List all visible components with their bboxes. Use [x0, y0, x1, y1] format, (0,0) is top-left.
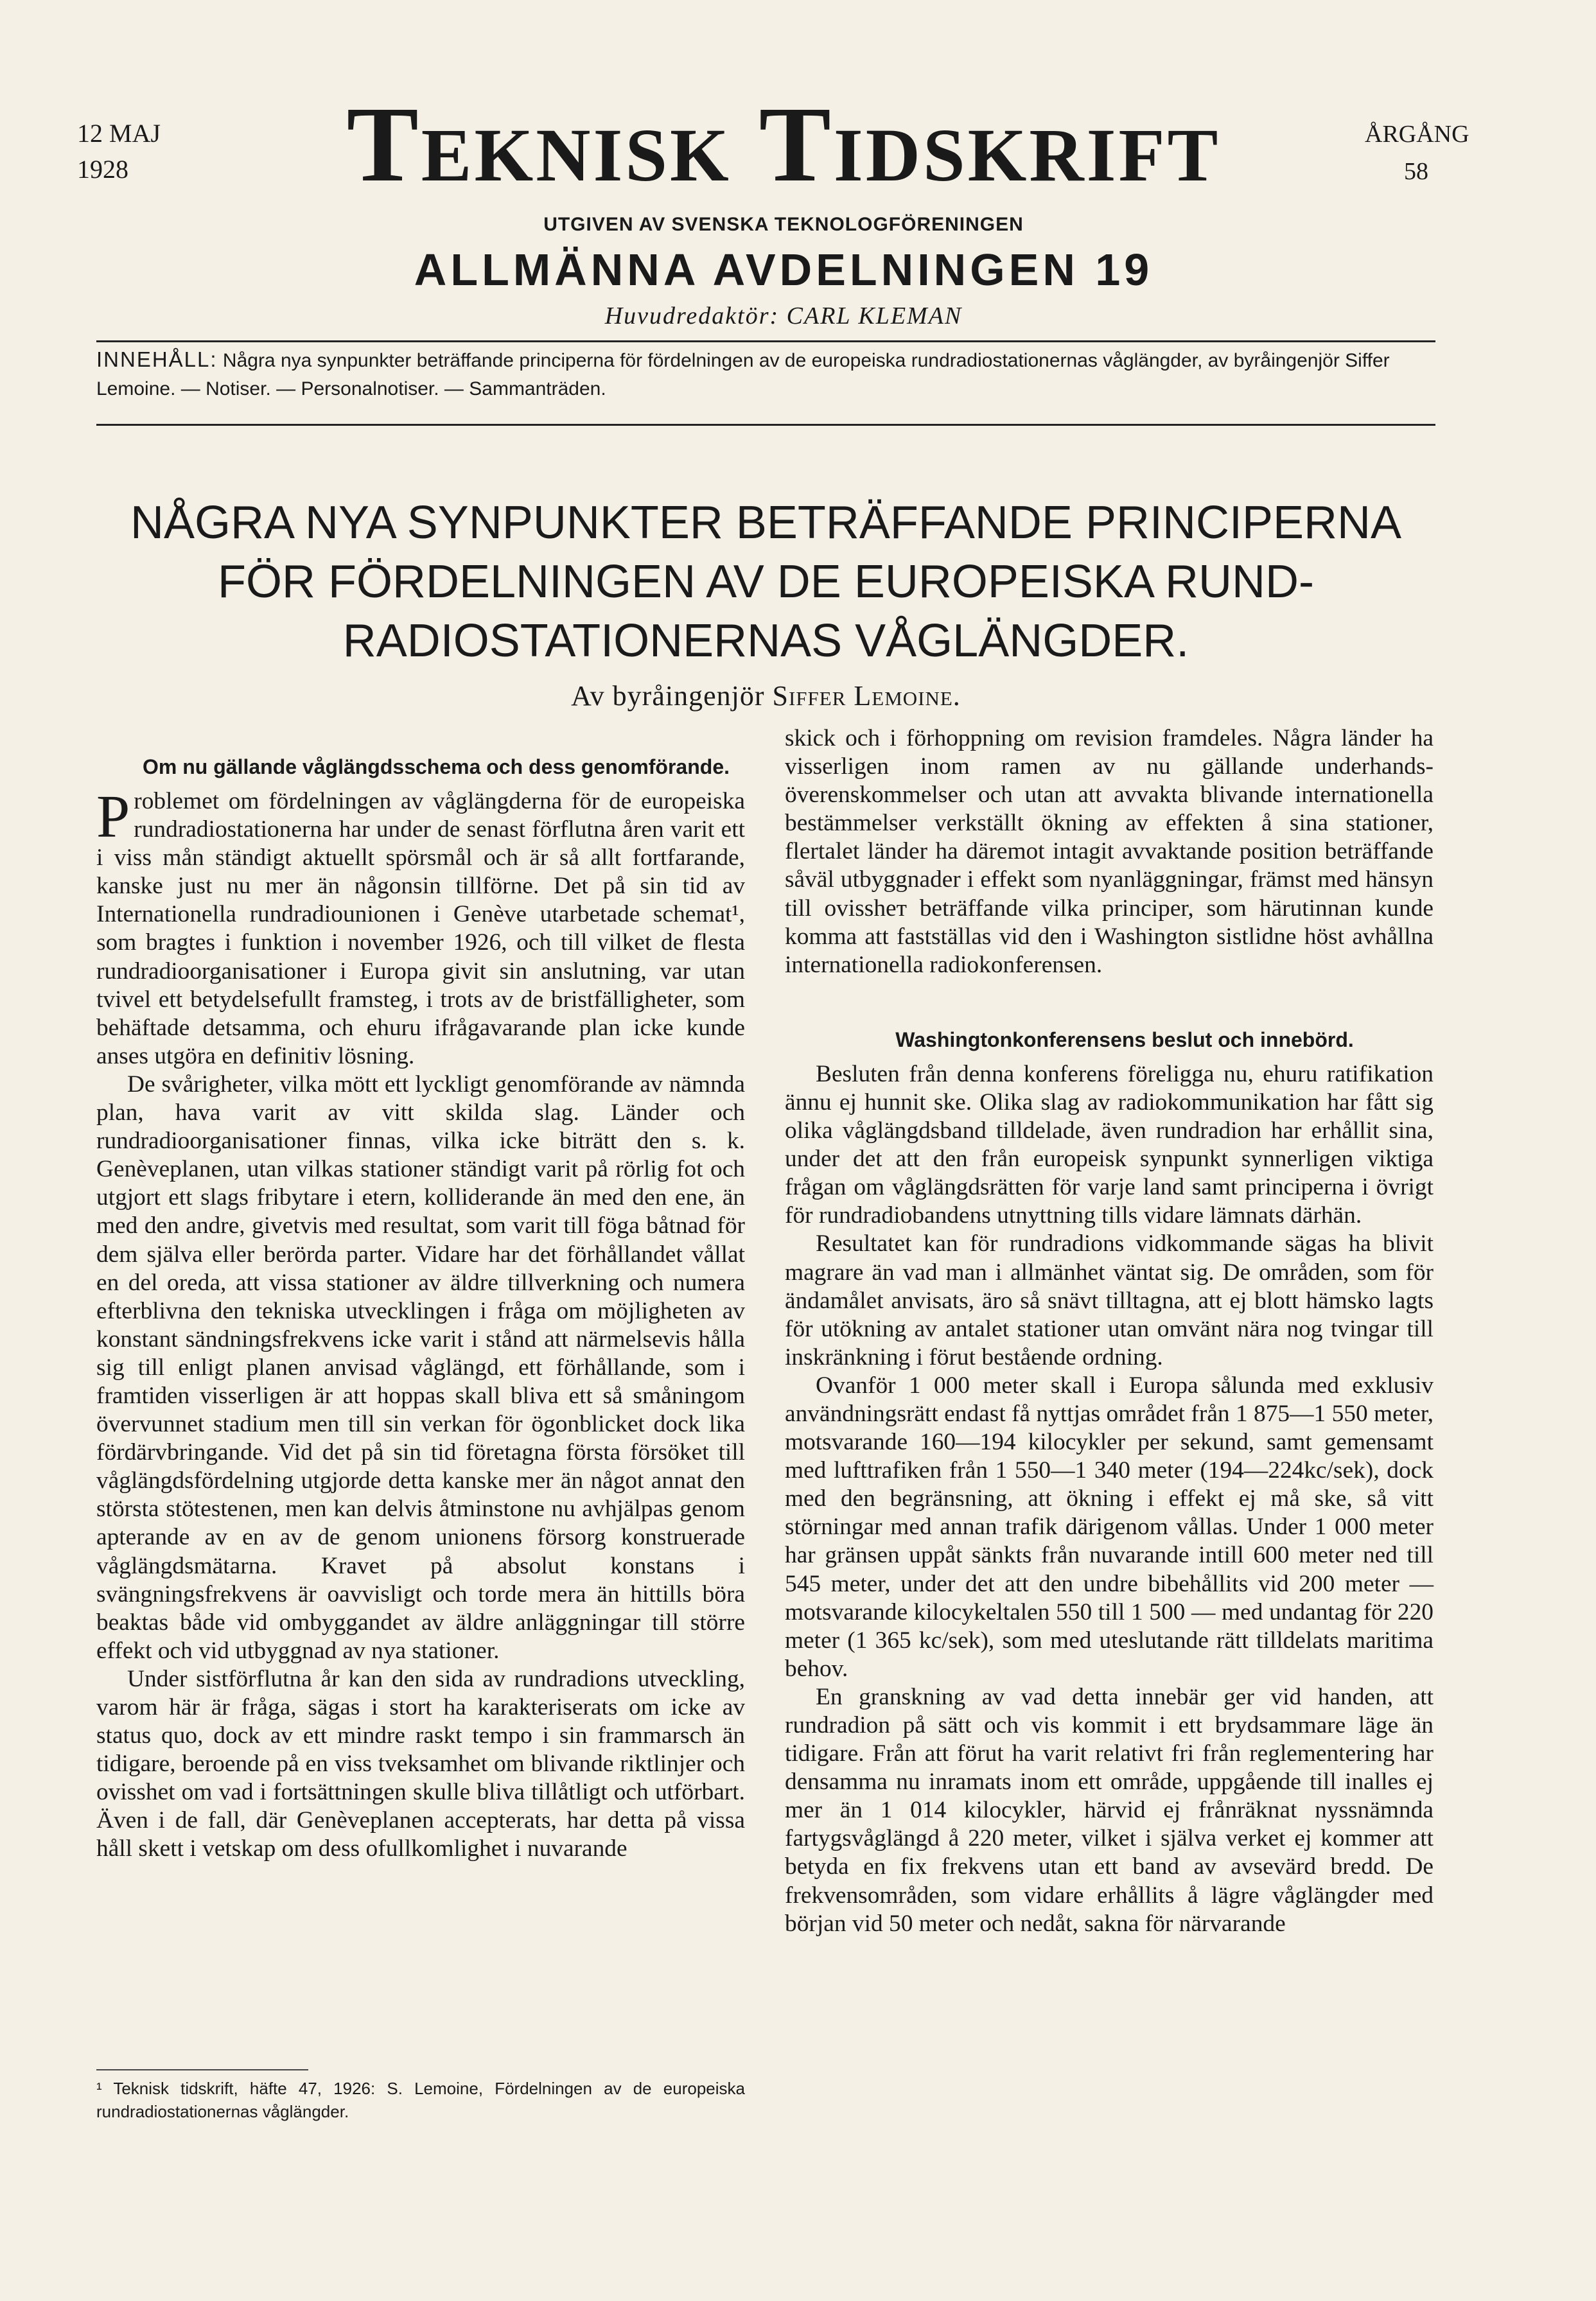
paragraph: skick och i förhoppning om revision framdeles. Några länder ha visserligen inom ramen av nu gällande underhands-överenskommelser och utan att avvakta blivande internationella bestämmelser verkställt ökning av effekten å sina stationer, flertalet länder ha däremot intagit avvaktande position beträffande såväl utbyggnader i effekt som nyanläggningar, främst med hänsyn till ovissheт beträffande vilka principer, som härutinnan kunde komma att fastställas vid den i Washington sistlidne höst avhållna internationella radiokonferensen.	[785, 725, 1434, 978]
masthead	[0, 0, 1596, 360]
section-name: ALLMÄNNA AVDELNINGEN 19	[414, 245, 1153, 295]
drop-cap: P	[96, 783, 130, 850]
paragraph: Problemet om fördelningen av våglängderna för de europeiska rundradiostationerna har under de senast förflutna åren varit ett i viss mån ständigt aktuellt spörsmål och är så allt fortfarande, kanske just nu mer än någonsin tillförne. Det på sin tid av Internationella rundradiounionen i Genève utarbetade schemat¹, som bragtes i funktion i november 1926, och till vilket de flesta rundradioorganisationer i Europa givit sin anslutning, var utan tvivel ett betydelsefullt framsteg, i trots av de bristfälligheter, som behäftade detsamma, och ehuru ifrågavarande plan icke kunde anses utgöra en definitiv lösning.	[96, 783, 745, 1069]
footnote-divider	[96, 2069, 308, 2070]
footnote: ¹ Teknisk tidskrift, häfte 47, 1926: S. Lemoine, Fördelningen av de europeiska rundradiostationernas våglängder.	[96, 2079, 745, 2121]
right-column	[785, 724, 1434, 1938]
paragraph: Under sistförflutna år kan den sida av rundradions utveckling, varom här är fråga, sägas i stort ha karakteriserats om icke av status quo, dock av ett mindre raskt tempo i sin frammarsch än tidigare, beroende på en viss tveksamhet om blivande riktlinjer och ovisshet om vad i fortsättningen skulle bliva tillåtligt och utförbart. Även i de fall, där Genèveplanen accepterats, har detta på vissa håll skett i vetskap om dess ofullkomlighet i nuvarande	[96, 1665, 745, 1862]
volume	[1365, 116, 1468, 190]
paragraph: Resultatet kan för rundradions vidkommande sägas ha blivit magrare än vad man i allmänhet väntat sig. De områden, som för ändamålet anvisats, äro så snävt tilltagna, att ej blott hämsko lagts för utökning av antalet stationer utan omvänt nära nog tvingar till inskränkning i förut bestående ordning.	[785, 1230, 1434, 1370]
editor: Huvudredaktör: CARL KLEMAN	[604, 302, 963, 329]
paragraph: Besluten från denna konferens föreligga nu, ehuru ratifikation ännu ej hunnit ske. Olika slag av radiokommunikation har fått sig olika våglängdsband tilldelade, även rundradion har erhållit sina, under det att den från europeisk synpunkt synnerligen viktiga frågan om våglängdsrätten för varje land samt principerna i övrigt för rundradiobandens utnyttning tills vidare lämnats därhän.	[785, 1060, 1434, 1229]
contents-label: INNEHÅLL:	[96, 347, 218, 371]
volume-number: 58	[1404, 158, 1428, 185]
volume-label: ÅRGÅNG	[1365, 121, 1469, 148]
section-heading: Om nu gällande våglängdsschema och dess genomförande.	[143, 755, 730, 778]
left-column	[96, 724, 745, 1864]
author: Siffer Lemoine.	[772, 680, 961, 712]
table-of-contents	[96, 346, 1435, 403]
paragraph: De svårigheter, vilka mött ett lyckligt genomförande av nämnda plan, hava varit av vitt skilda slag. Länder och rundradioorganisationer finnas, vilka icke biträtt den s. k. Genèveplanen, utan vilkas stationer ständigt varit på rörlig fot och utgjort ett slags fribytare i etern, kolliderande än med den ene, än med den andre, givetvis med resultat, som varit till föga båtnad för dem själva eller berörda parter. Vidare har det förhållandet vållat en del oreda, att vissa stationer av äldre tillverkning och numera efterblivna den tekniska utvecklingen i fråga om möjligheten av konstant sändningsfrekvens icke varit i stånd att närmelsevis hålla sig till enligt planen anvisad våglängd, ett förhållande, som i framtiden visserligen är att hoppas skall bliva ett så småningom övervunnet stadium men till sin verkan för ögonblicket dock lika fördärvbringande. Vid det på sin tid företagna första försöket till våglängdsfördelning utgjorde detta kanske mer än något annat den största stötestenen, men kan delvis åtminstone nu avhjälpas genom apterande av en av de genom unionens försorg konstruerade våglängdsmätarna. Kravet på absolut konstans i svängningsfrekvens är oavvisligt och torde mera än hittills böra beaktas både vid ombyggandet av äldre anläggningar till större effekt och vid utbyggnad av nya stationer.	[96, 1071, 745, 1664]
publisher: UTGIVEN AV SVENSKA TEKNOLOGFÖRENINGEN	[543, 214, 1024, 235]
journal-title: Teknisk Tidskrift	[346, 85, 1221, 204]
paragraph: Ovanför 1 000 meter skall i Europa sålunda med exklusiv användningsrätt endast få nyttjas området från 1 875—1 550 meter, motsvarande 160—194 kilocykler per sekund, samt gemensamt med lufttrafiken från 1 550—1 340 meter (194—224kc/sek), dock med den begränsning, att ökning i effekt ej må ske, så vitt störningar med annan trafik därigenom vållas. Under 1 000 meter har gränsen uppåt sänkts från nuvarande intill 600 meter ned till 545 meter, under det att den undre bibehållits vid 200 meter — motsvarande kilocykeltalen 550 till 1 500 — med undantag för 220 meter (1 365 kc/sek), som med uteslutande rätt tilldelats maritima behov.	[785, 1372, 1434, 1682]
issue-date: 12 MAJ 1928	[77, 119, 161, 184]
article-headline: NÅGRA NYA SYNPUNKTER BETRÄFFANDE PRINCIPERNA FÖR FÖRDELNINGEN AV DE EUROPEISKA RUND- RADIOSTATIONERNAS VÅGLÄNGDER.	[130, 497, 1402, 667]
contents-text: Några nya synpunkter beträffande principerna för fördelningen av de europeiska rundradiostationernas våglängder, av byråingenjör Siffer Lemoine. — Notiser. — Personalnotiser. — Sammanträden.	[96, 350, 1390, 399]
divider	[96, 424, 1435, 426]
section-heading: Washingtonkonferensens beslut och innebörd.	[895, 1028, 1354, 1051]
byline: Av byråingenjör Siffer Lemoine.	[571, 680, 961, 712]
divider	[96, 340, 1435, 342]
paragraph: En granskning av vad detta innebär ger vid handen, att rundradion på sätt och vis kommit i ett brydsammare läge än tidigare. Från att förut ha varit relativt fri från reglementering har densamma nu inramats inom ett område, uppgående till inalles ej mer än 1 014 kilocykler, härvid ej frånräknat nyssnämnda fartygsvåglängd å 220 meter, vilket i själva verket ej kommer att betyda en fix frekvens utan ett band av avsevärd bredd. De frekvensområden, som vidare erhållits å lägre våglängder med början vid 50 meter och nedåt, sakna för närvarande	[785, 1683, 1434, 1937]
